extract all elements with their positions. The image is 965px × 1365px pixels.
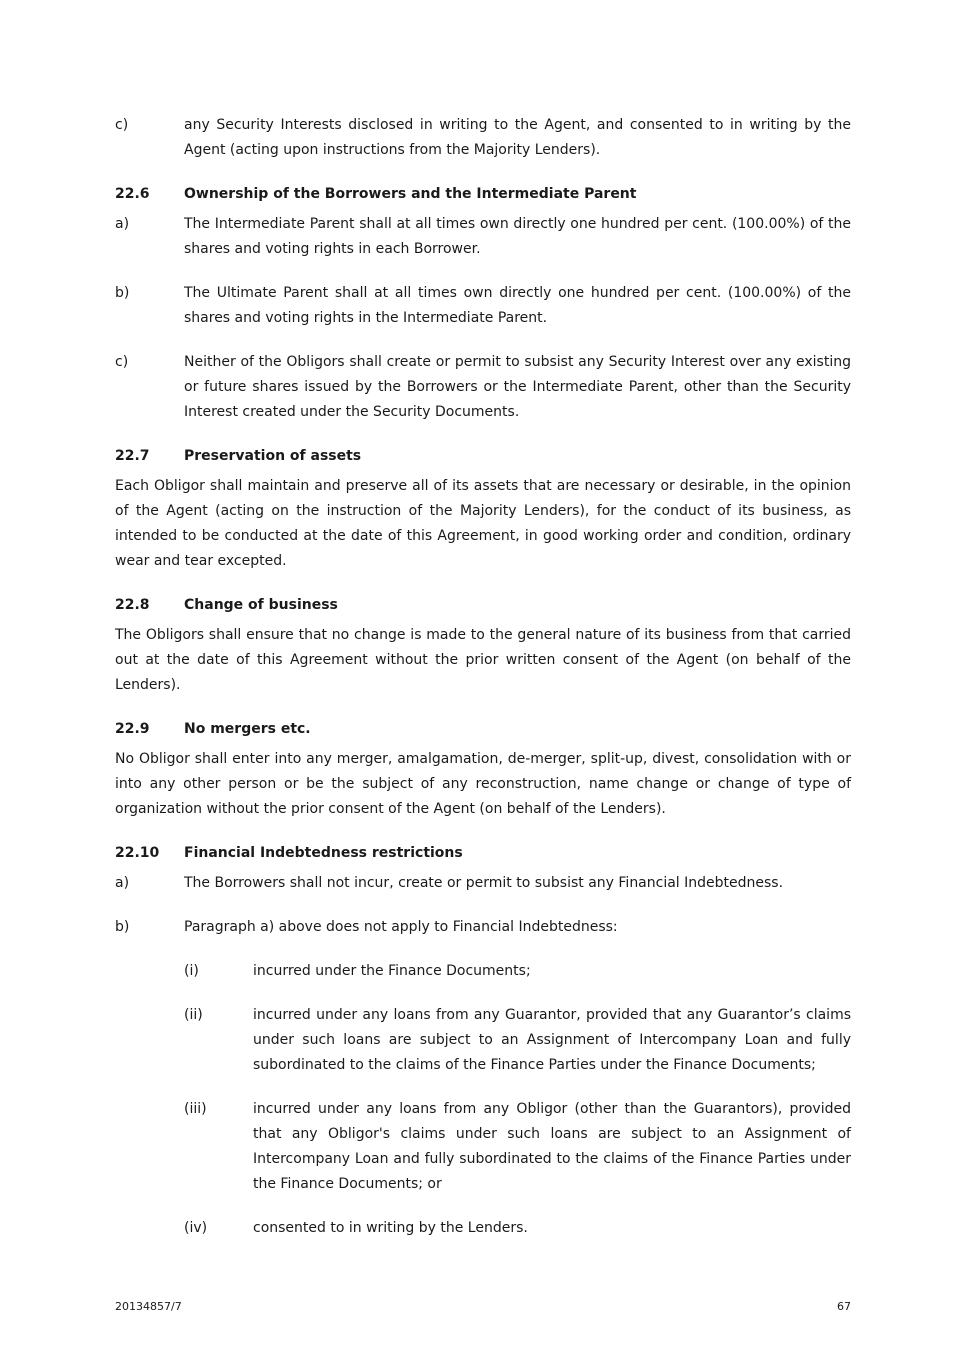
item-label: b) <box>115 919 130 935</box>
list-item <box>115 212 851 262</box>
sub-list-item <box>184 959 851 984</box>
page-number: 67 <box>837 1300 851 1313</box>
item-text: The Borrowers shall not incur, create or permit to subsist any Financial Indebtedness. <box>184 875 784 891</box>
section-number: 22.7 <box>115 448 150 464</box>
sub-item-text: consented to in writing by the Lenders. <box>253 1220 528 1236</box>
section-title: Change of business <box>184 597 338 613</box>
section-body: No Obligor shall enter into any merger, amalgamation, de-merger, split-up, divest, consolidation with or into any other person or be the subject of any reconstruction, name change or change of type of organization without the prior consent of the Agent (on behalf of the Lenders). <box>115 751 851 817</box>
sub-list-item <box>184 1216 851 1241</box>
section-heading-22-7 <box>115 444 851 469</box>
section-number: 22.8 <box>115 597 150 613</box>
list-item <box>115 871 851 896</box>
sub-item-label: (iv) <box>184 1220 208 1236</box>
section-number: 22.10 <box>115 845 160 861</box>
sub-item-text: incurred under any loans from any Obligor (other than the Guarantors), provided that any Obligor's claims under such loans are subject to an Assignment of Intercompany Loan and fully subordinated to the claims of the Finance Parties under the Finance Documents; or <box>253 1101 851 1192</box>
sub-item-label: (i) <box>184 963 199 979</box>
section-body: Each Obligor shall maintain and preserve all of its assets that are necessary or desirable, in the opinion of the Agent (acting on the instruction of the Majority Lenders), for the conduct of its business, as intended to be conducted at the date of this Agreement, in good working order and condition, ordinary wear and tear excepted. <box>115 478 851 569</box>
item-label: c) <box>115 354 129 370</box>
sub-list-item <box>184 1097 851 1197</box>
section-title: Financial Indebtedness restrictions <box>184 845 463 861</box>
item-label: a) <box>115 216 130 232</box>
sub-item-label: (ii) <box>184 1007 203 1023</box>
document-reference: 20134857/7 <box>115 1300 182 1313</box>
sub-item-text: incurred under the Finance Documents; <box>253 963 531 979</box>
list-item <box>115 915 851 940</box>
section-heading-22-10 <box>115 841 851 866</box>
section-number: 22.9 <box>115 721 150 737</box>
sub-item-label: (iii) <box>184 1101 207 1117</box>
section-body: The Obligors shall ensure that no change is made to the general nature of its business from that carried out at the date of this Agreement without the prior written consent of the Agent (on behalf of the Lenders). <box>115 627 851 693</box>
item-text: The Intermediate Parent shall at all times own directly one hundred per cent. (100.00%) of the shares and voting rights in each Borrower. <box>184 216 851 257</box>
item-label: a) <box>115 875 130 891</box>
section-number: 22.6 <box>115 186 150 202</box>
item-label: b) <box>115 285 130 301</box>
item-text: any Security Interests disclosed in writing to the Agent, and consented to in writing by the Agent (acting upon instructions from the Majority Lenders). <box>184 117 851 158</box>
list-item <box>115 113 851 163</box>
section-title: Preservation of assets <box>184 448 362 464</box>
section-heading-22-6 <box>115 182 851 207</box>
item-text: The Ultimate Parent shall at all times own directly one hundred per cent. (100.00%) of the shares and voting rights in the Intermediate Parent. <box>184 285 851 326</box>
item-label: c) <box>115 117 129 133</box>
sub-list-item <box>184 1003 851 1078</box>
sub-item-text: incurred under any loans from any Guarantor, provided that any Guarantor’s claims under such loans are subject to an Assignment of Intercompany Loan and fully subordinated to the claims of the Finance Parties under the Finance Documents; <box>253 1007 851 1073</box>
section-title: Ownership of the Borrowers and the Intermediate Parent <box>184 186 637 202</box>
item-text: Paragraph a) above does not apply to Financial Indebtedness: <box>184 919 618 935</box>
section-heading-22-8 <box>115 593 851 618</box>
document-page <box>115 113 851 1241</box>
item-text: Neither of the Obligors shall create or permit to subsist any Security Interest over any existing or future shares issued by the Borrowers or the Intermediate Parent, other than the Security Interest created under the Security Documents. <box>184 354 851 420</box>
section-heading-22-9 <box>115 717 851 742</box>
section-title: No mergers etc. <box>184 721 311 737</box>
list-item <box>115 281 851 331</box>
list-item <box>115 350 851 425</box>
